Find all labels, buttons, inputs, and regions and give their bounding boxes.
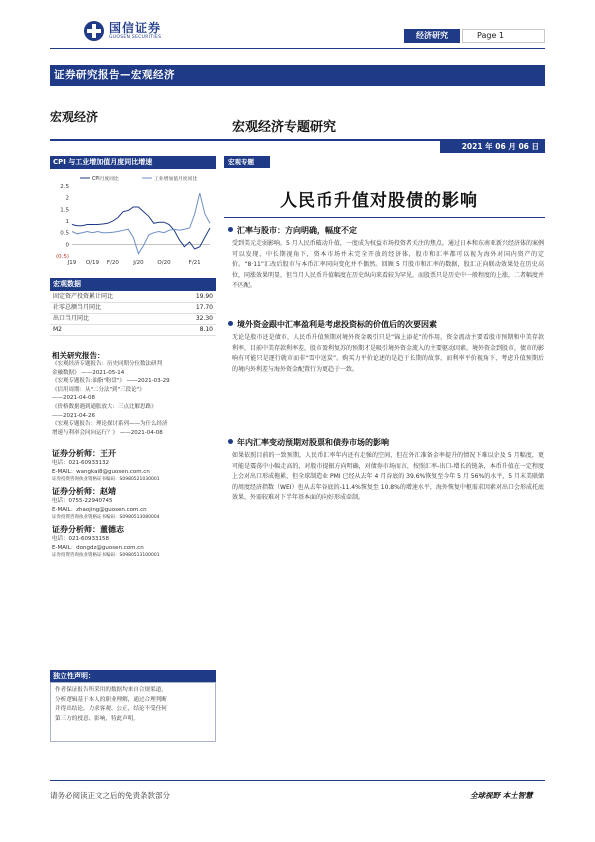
section-heading — [228, 225, 357, 236]
y-tick-label: 2.5 — [60, 184, 69, 190]
bullet-dot-icon — [228, 321, 233, 326]
bullet-dot-icon — [228, 439, 233, 444]
logo-cn-text: 国信证券 — [109, 20, 162, 35]
footer-disclaimer[interactable]: 请务必阅读正文之后的免责条款部分 — [50, 791, 170, 800]
macro-data-table — [50, 292, 216, 336]
analyst-phone: 电话：0755-22940745 — [52, 498, 113, 504]
footer-slogan: 全球视野 本土智慧 — [470, 791, 533, 800]
section-label: 宏观经济 — [50, 110, 99, 124]
bullet-dot-icon — [228, 227, 233, 232]
related-reports-list — [52, 360, 214, 437]
report-date: 2021 年 06 月 06 日 — [440, 141, 545, 153]
y-tick-label: 0.5 — [60, 230, 69, 237]
section-heading — [228, 437, 389, 448]
legend-label: 工业增加值月度同比 — [154, 177, 198, 182]
table-row — [50, 303, 216, 314]
independence-line: 并得出结论，力求客观、公正，结论不受任何 — [55, 706, 167, 713]
analyst-phone: 电话：021-60933158 — [52, 536, 109, 542]
independence-line: 第三方的授意、影响，特此声明。 — [55, 715, 139, 722]
x-tick-label: J/20 — [133, 260, 144, 266]
table-row-value: 32.30 — [195, 315, 213, 322]
analyst-email[interactable]: E-MAIL：wangkai8@guosen.com.cn — [52, 468, 150, 475]
independence-line: 作者保证报告所采用的数据均来自合规渠道， — [55, 687, 167, 693]
analyst-name: 证券分析师：董德志 — [52, 525, 124, 534]
article-title: 人民币升值对股债的影响 — [280, 191, 478, 211]
header-page-number: Page 1 — [462, 29, 545, 43]
report-subtitle: 宏观经济专题研究 — [232, 120, 337, 135]
analyst-cert: 证券投资咨询执业资格证书编码：S0980513100001 — [52, 553, 160, 558]
analyst-block — [52, 486, 216, 521]
independence-box — [50, 682, 216, 742]
related-report-line[interactable]: ——2021-04-26 — [52, 412, 95, 419]
y-tick-label: 2 — [65, 195, 69, 202]
y-tick-label: 0 — [65, 242, 69, 249]
x-tick-label: F/20 — [106, 260, 119, 266]
x-tick-label: F/21 — [188, 260, 201, 266]
related-report-line[interactable]: 《宏观经济专题报告：历史同期分位数法研判 — [52, 361, 163, 367]
company-logo — [84, 21, 161, 41]
logo-en-text: GUOSEN SECURITIES — [109, 34, 162, 40]
line-chart — [50, 172, 216, 266]
x-tick-label: J19 — [67, 260, 77, 266]
chart-panel-title: CPI 与工业增加值月度同比增速 — [50, 156, 216, 169]
table-row — [50, 314, 216, 325]
analyst-email[interactable]: E-MAIL：zhaojing@guosen.com.cn — [52, 506, 147, 513]
independence-line: 分析逻辑基于本人的职业理解，通过合理判断 — [55, 696, 167, 703]
article-title-rule — [224, 217, 545, 218]
chart-canvas — [50, 172, 216, 266]
related-report-line[interactable]: 《宏观专题报告：理论探讨系列——为什么经济 — [52, 421, 168, 428]
related-report-line[interactable]: 增速与利率会同向运行？》 ——2021-04-08 — [52, 429, 163, 436]
independence-title: 独立性声明： — [50, 670, 216, 682]
table-row-value: 17.70 — [195, 304, 213, 311]
related-reports-title: 相关研究报告： — [52, 351, 105, 360]
section-heading-text: 境外资金跟中汇率盈利是考虑投资标的价值后的次要因素 — [237, 320, 437, 329]
related-report-line[interactable]: 《宏观专题报告:油脂"粉盘"》 ——2021-03-29 — [52, 378, 170, 385]
analyst-name: 证券分析师：王开 — [52, 449, 116, 458]
header-category-tag: 经济研究 — [404, 29, 460, 43]
section-body: 如果依照目前的一致预期，人民币汇率年内还有走强的空间，但在外汇准备金率提升的情况下难以企及 5 月幅度，更可能是震荡中小幅走高的，对股市提振方向明确，对债券市场而言，按照汇率-出口-增长的链条，本币升值在一定程度上会对出口形成拖累，但全球制造业 PMI 已经从去年 4 月谷底的 39.6%恢复至今年 5 月 56%的水平，5 月末美联储的周度经济指数（WEI）也从去年谷底的-11.4%恢复至 10.8%的增速水平，海外恢复中枢需求因素对出口会形成托底效果，外需较难对下半年基本面的向好形成牵制。 — [232, 452, 544, 502]
section-heading — [228, 319, 437, 330]
y-tick-label: 1.5 — [60, 207, 69, 214]
analyst-email[interactable]: E-MAIL：dongdz@guosen.com.cn — [52, 544, 144, 551]
macro-table-title: 宏观数据 — [50, 278, 216, 291]
section-heading-text: 年内汇率变动预期对股票和债券市场的影响 — [237, 438, 389, 447]
section-heading-text: 汇率与股市：方向明确，幅度不定 — [237, 226, 357, 235]
table-row-label: M2 — [53, 326, 62, 333]
related-report-line[interactable]: 《价格数据遇到通胀放大：三点比解思路》 — [52, 403, 157, 410]
analyst-cert: 证券投资咨询执业资格证书编码：S0980521030001 — [52, 477, 160, 482]
table-row-label: 出口当月同比 — [53, 315, 90, 322]
table-row — [50, 292, 216, 303]
y-tick-label: (0.5) — [55, 254, 69, 260]
table-row-value: 19.90 — [195, 293, 213, 300]
header-rule — [50, 48, 545, 49]
table-row-label: 社零总额当月同比 — [53, 304, 102, 311]
section-body: 无论是股市还是债市，人民币升值预期对境外资金吸引只是“锦上添花”的作用，资金流动主要看股市预期和中美存款利率，目前中美存款利率差，股市盈利复苏的预期才是吸引境外资金流入的主要驱动因素。境外资金到股市，债市的影响有可能只是逐行就市而非“雪中送炭”。购买力平价论述的是趋于长期的故事，而利率平价视角下，考虑升值预期后的境内外利差与海外资金配置行为更趋于一致。 — [232, 334, 545, 373]
x-tick-label: O/19 — [85, 260, 100, 266]
legend-label: CPI月度同比 — [92, 177, 119, 182]
analyst-block — [52, 524, 216, 559]
table-row — [50, 325, 216, 336]
footer-rule — [50, 780, 545, 781]
analyst-name: 证券分析师：赵靖 — [52, 487, 116, 496]
series-line-2 — [72, 193, 210, 254]
x-tick-label: O/20 — [157, 260, 171, 266]
related-report-line[interactable]: 《信用周期：从"二分法"到"三段论"》 — [52, 386, 145, 393]
section-body: 受到美元走弱影响，5 月人民币破动升值，一度成为权益市场投资者关注的焦点。通过日本和东南亚新兴经济体的案例可以发现，中长期视角下，资本市场并未完全开放的经济体，股市和汇率都可以视为海外对国内资产的定价。“8·11”汇改后股市与本币汇率同向变化并不偶然。回顾 5 月股市和汇率的数据，股汇正向联动效果处在历史高位，同涨效果明显，但当月人民币升值幅度在历史纵向来看较为罕见，而股票只是历史中一般程度的上涨，二者幅度并不匹配。 — [232, 240, 545, 290]
report-type-band: 证券研究报告—宏观经济 — [50, 65, 545, 86]
table-row-value: 8.10 — [199, 326, 213, 333]
analyst-block — [52, 448, 216, 483]
analyst-cert: 证券投资咨询执业资格证书编码：S0980513080004 — [52, 515, 160, 520]
table-row-label: 固定资产投资累计同比 — [53, 293, 114, 300]
related-report-line[interactable]: 金融数据》 ——2021-05-14 — [52, 369, 125, 376]
analyst-phone: 电话：021-60933132 — [52, 460, 109, 466]
guosen-logo-icon — [84, 21, 104, 41]
topic-tag: 宏观专题 — [224, 156, 270, 168]
related-report-line[interactable]: ——2021-04-08 — [52, 395, 95, 402]
y-tick-label: 1 — [65, 219, 69, 225]
